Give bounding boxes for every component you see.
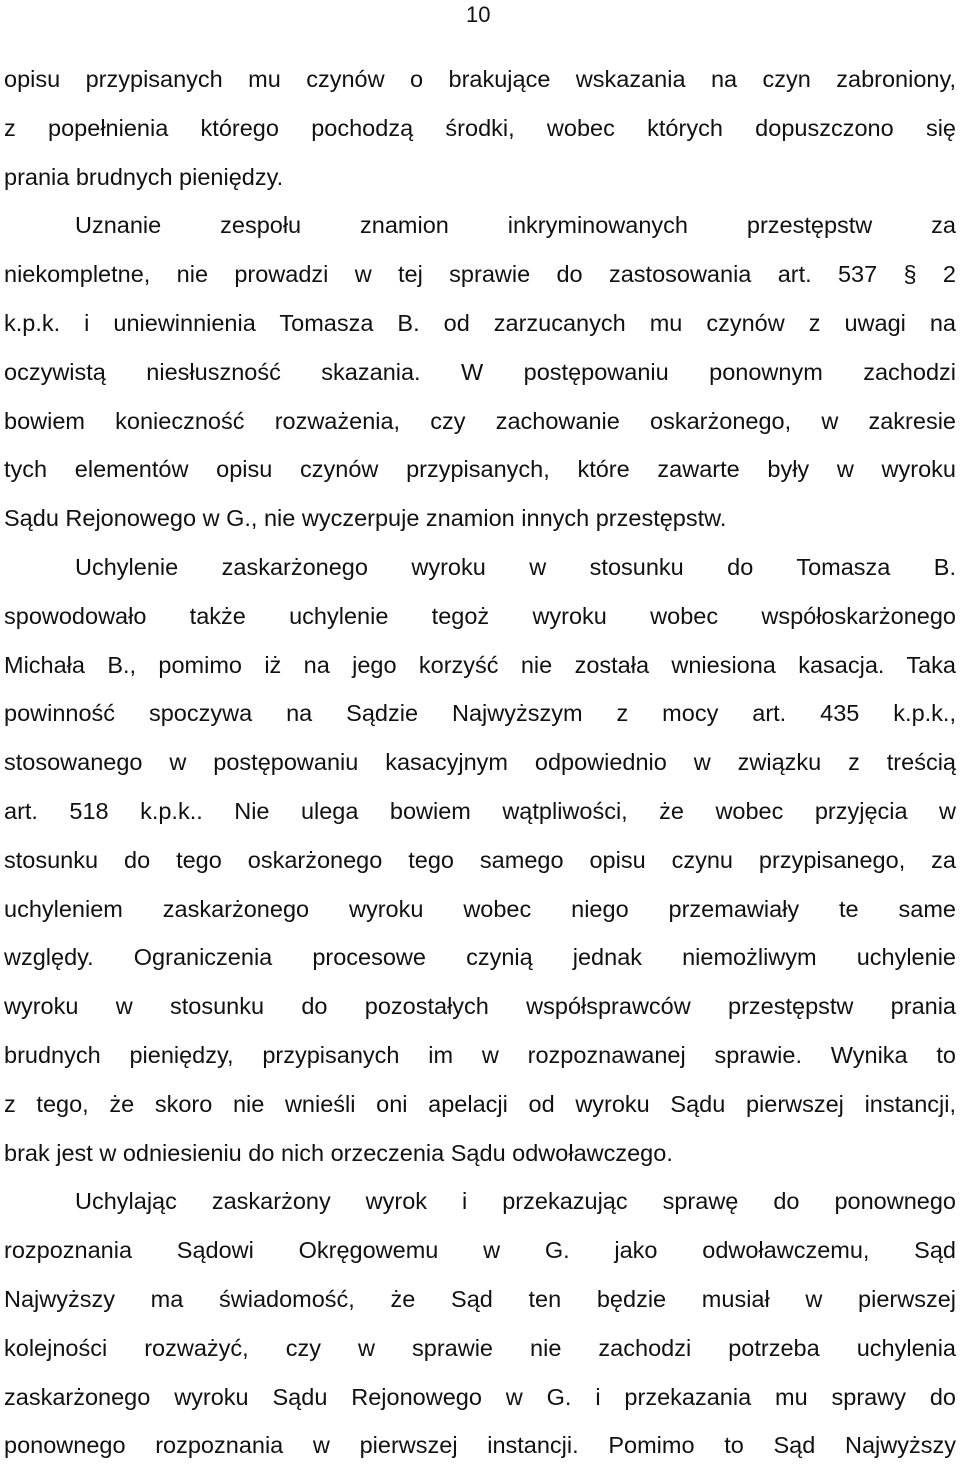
text-line: opisu przypisanych mu czynów o brakujące wskazania na czyn zabroniony, <box>4 66 956 92</box>
text-line: stosowanego w postępowaniu kasacyjnym odpowiednio w związku z treścią <box>4 749 956 776</box>
text-line: ponownego rozpoznania w pierwszej instancji. Pomimo to Sąd Najwyższy <box>4 1432 956 1459</box>
text-line: Uznanie zespołu znamion inkryminowanych przestępstw za <box>75 212 956 239</box>
text-line: Sądu Rejonowego w G., nie wyczerpuje znamion innych przestępstw. <box>4 505 727 532</box>
text-line: niekompletne, nie prowadzi w tej sprawie do zastosowania art. 537 § 2 <box>4 261 956 288</box>
text-line: bowiem konieczność rozważenia, czy zachowanie oskarżonego, w zakresie <box>4 407 956 434</box>
text-line: tych elementów opisu czynów przypisanych, które zawarte były w wyroku <box>4 456 956 483</box>
text-line: Michała B., pomimo iż na jego korzyść nie została wniesiona kasacja. Taka <box>4 651 956 678</box>
text-line: spowodowało także uchylenie tegoż wyroku wobec współoskarżonego <box>4 602 956 629</box>
text-line: brudnych pieniędzy, przypisanych im w rozpoznawanej sprawie. Wynika to <box>4 1041 956 1068</box>
text-line: Najwyższy ma świadomość, że Sąd ten będzie musiał w pierwszej <box>4 1285 956 1312</box>
text-line: rozpoznania Sądowi Okręgowemu w G. jako odwoławczemu, Sąd <box>4 1237 956 1264</box>
text-line: oczywistą niesłuszność skazania. W postępowaniu ponownym zachodzi <box>4 358 956 385</box>
text-line: Uchylenie zaskarżonego wyroku w stosunku do Tomasza B. <box>75 553 956 580</box>
text-line: wyroku w stosunku do pozostałych współsprawców przestępstw prania <box>4 993 956 1020</box>
text-line: z popełnienia którego pochodzą środki, wobec których dopuszczono się <box>4 114 956 141</box>
text-line: stosunku do tego oskarżonego tego samego opisu czynu przypisanego, za <box>4 846 956 873</box>
text-line: powinność spoczywa na Sądzie Najwyższym z mocy art. 435 k.p.k., <box>4 700 956 727</box>
text-line: kolejności rozważyć, czy w sprawie nie zachodzi potrzeba uchylenia <box>4 1334 956 1361</box>
text-line: z tego, że skoro nie wnieśli oni apelacji od wyroku Sądu pierwszej instancji, <box>4 1090 956 1117</box>
text-line: zaskarżonego wyroku Sądu Rejonowego w G. i przekazania mu sprawy do <box>4 1383 956 1410</box>
text-line: Uchylając zaskarżony wyrok i przekazując sprawę do ponownego <box>75 1188 956 1215</box>
text-line: k.p.k. i uniewinnienia Tomasza B. od zarzucanych mu czynów z uwagi na <box>4 309 956 336</box>
text-line: względy. Ograniczenia procesowe czynią jednak niemożliwym uchylenie <box>4 944 956 971</box>
text-line: prania brudnych pieniędzy. <box>4 163 284 190</box>
page-number: 10 <box>466 2 491 27</box>
text-line: art. 518 k.p.k.. Nie ulega bowiem wątpliwości, że wobec przyjęcia w <box>4 797 956 824</box>
text-line: brak jest w odniesieniu do nich orzeczenia Sądu odwoławczego. <box>4 1139 673 1166</box>
document-body <box>4 55 956 1470</box>
text-line: uchyleniem zaskarżonego wyroku wobec niego przemawiały te same <box>4 895 956 922</box>
